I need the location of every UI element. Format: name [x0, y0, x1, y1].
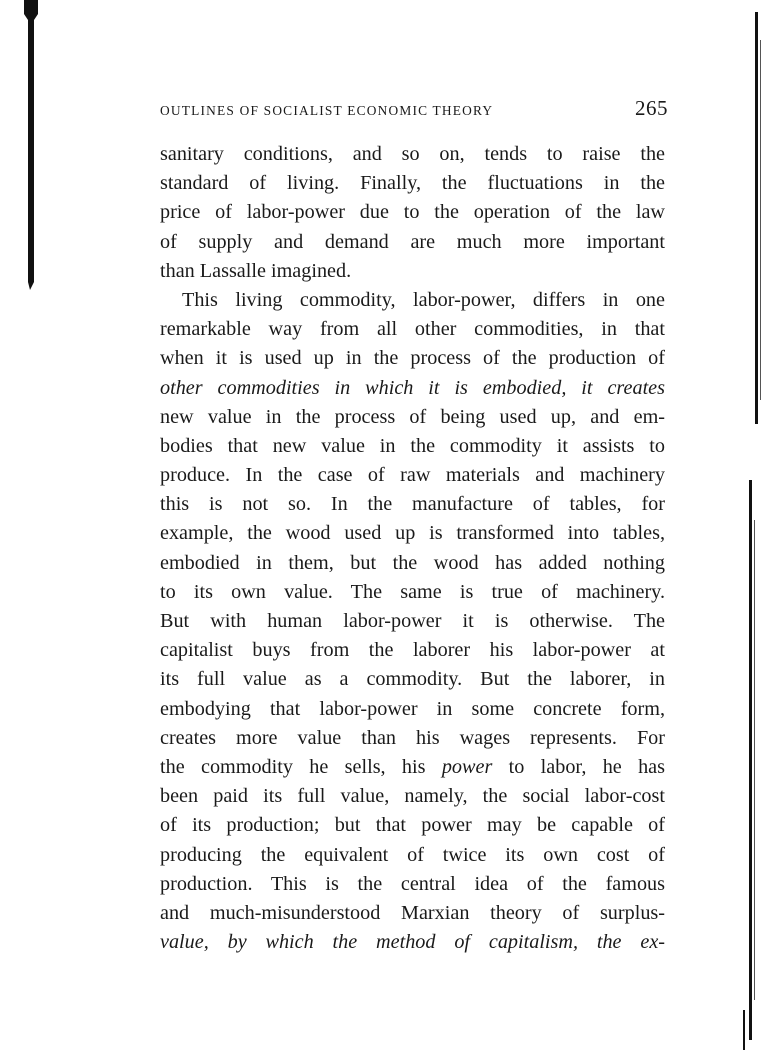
text-line: remarkable way from all other commodities, in that	[160, 318, 665, 341]
page-edge-right	[735, 0, 769, 1050]
text-line: produce. In the case of raw materials and machinery	[160, 464, 665, 487]
text-line: bodies that new value in the commodity it assists to	[160, 434, 665, 457]
text-line: than Lassalle imagined.	[160, 259, 352, 282]
text-line: of its production; but that power may be capable of	[160, 814, 665, 837]
text-line: this is not so. In the manufacture of tables, for	[160, 493, 665, 516]
text-line: other commodities in which it is embodied, it creates	[160, 376, 665, 399]
text-line: when it is used up in the process of the production of	[160, 347, 665, 370]
text-line: creates more value than his wages represents. For	[160, 726, 665, 749]
text-line: been paid its full value, namely, the social labor-cost	[160, 785, 665, 808]
body-text	[160, 140, 665, 957]
page-header	[160, 96, 668, 122]
text-line: sanitary conditions, and so on, tends to raise the	[160, 143, 665, 165]
text-line: This living commodity, labor-power, differs in one	[182, 288, 665, 311]
text-line: its full value as a commodity. But the laborer, in	[160, 668, 665, 691]
text-line: price of labor-power due to the operation of the law	[160, 201, 665, 224]
text-line: and much-misunderstood Marxian theory of surplus-	[160, 901, 665, 924]
text-line: value, by which the method of capitalism, the ex-	[160, 931, 665, 954]
text-line: But with human labor-power it is otherwise. The	[160, 610, 665, 632]
page-number: 265	[635, 96, 668, 120]
binding-shadow-left	[24, 0, 38, 290]
text-line: new value in the process of being used up, and em-	[160, 405, 665, 428]
text-line: to its own value. The same is true of machinery.	[160, 580, 665, 603]
text-line: the commodity he sells, his power to labor, he has	[160, 755, 665, 778]
text-line: standard of living. Finally, the fluctuations in the	[160, 172, 665, 195]
text-line: production. This is the central idea of the famous	[160, 872, 665, 895]
text-line: example, the wood used up is transformed into tables,	[160, 522, 665, 545]
running-head: OUTLINES OF SOCIALIST ECONOMIC THEORY	[160, 103, 494, 118]
text-line: producing the equivalent of twice its own cost of	[160, 843, 665, 866]
text-line: embodying that labor-power in some concrete form,	[160, 697, 665, 720]
text-line: capitalist buys from the laborer his labor-power at	[160, 639, 665, 662]
text-line: of supply and demand are much more important	[160, 230, 665, 253]
text-line: embodied in them, but the wood has added nothing	[160, 551, 665, 574]
